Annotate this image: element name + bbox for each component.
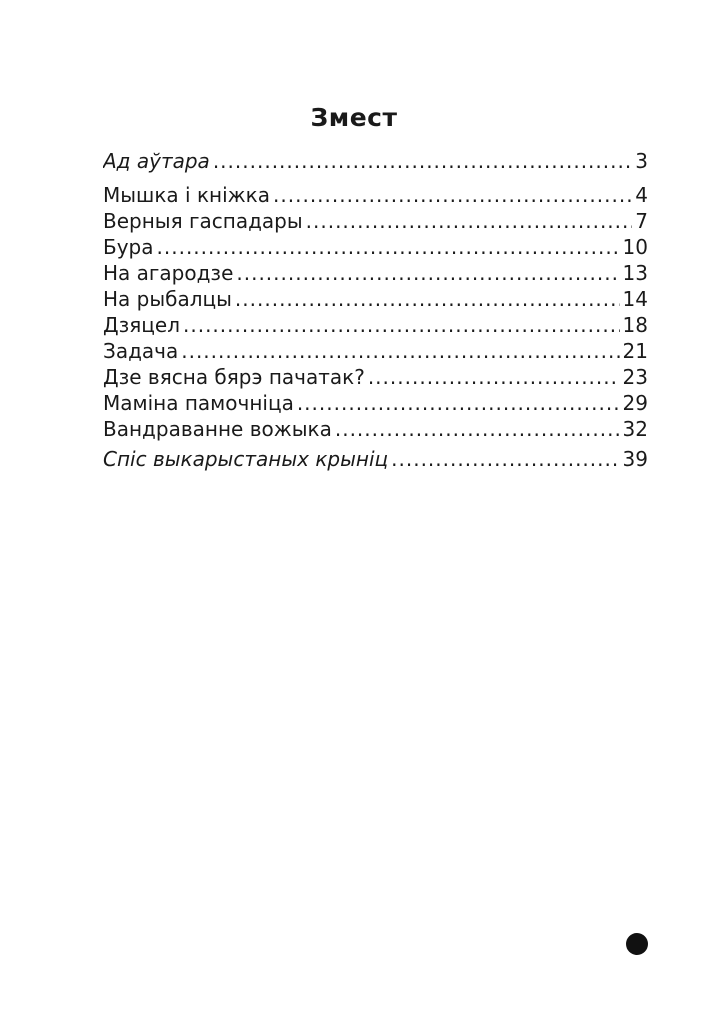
toc-dot-leader bbox=[236, 260, 619, 286]
toc-entry[interactable] bbox=[103, 364, 648, 390]
toc-entry[interactable] bbox=[103, 234, 648, 260]
toc-dot-leader bbox=[391, 446, 619, 472]
toc-dot-leader bbox=[213, 148, 632, 174]
toc-entry-page: 21 bbox=[622, 339, 648, 363]
toc-dot-leader bbox=[273, 182, 632, 208]
toc-entry-page: 23 bbox=[622, 365, 648, 389]
toc-entry-label: Ад аўтара bbox=[103, 149, 210, 173]
toc-entry[interactable] bbox=[103, 416, 648, 442]
toc-entry-page: 18 bbox=[622, 313, 648, 337]
toc-dot-leader bbox=[183, 312, 620, 338]
toc-entry-label: Спіс выкарыстаных крыніц bbox=[103, 447, 389, 471]
toc-entry[interactable] bbox=[103, 148, 648, 174]
toc-entry-page: 39 bbox=[622, 447, 648, 471]
toc-entry-label: Задача bbox=[103, 339, 179, 363]
toc-entry[interactable] bbox=[103, 446, 648, 472]
toc-entry[interactable] bbox=[103, 390, 648, 416]
toc-entry-page: 10 bbox=[622, 235, 648, 259]
toc-dot-leader bbox=[306, 208, 633, 234]
toc-dot-leader bbox=[181, 338, 619, 364]
table-of-contents bbox=[103, 148, 648, 472]
toc-entry-page: 7 bbox=[635, 209, 648, 233]
toc-dot-leader bbox=[335, 416, 620, 442]
toc-entry-label: Мышка і кніжка bbox=[103, 183, 271, 207]
page-marker-dot bbox=[626, 933, 648, 955]
toc-dot-leader bbox=[157, 234, 620, 260]
toc-entry-label: Дзе вясна бярэ пачатак? bbox=[103, 365, 365, 389]
page-title: Змест bbox=[310, 103, 398, 132]
toc-entry-label: На агародзе bbox=[103, 261, 234, 285]
toc-entry[interactable] bbox=[103, 286, 648, 312]
toc-entry-label: Дзяцел bbox=[103, 313, 180, 337]
toc-entry-page: 13 bbox=[622, 261, 648, 285]
toc-entry-page: 14 bbox=[622, 287, 648, 311]
toc-entry-label: Вандраванне вожыка bbox=[103, 417, 332, 441]
toc-dot-leader bbox=[368, 364, 620, 390]
toc-entry-page: 4 bbox=[635, 183, 648, 207]
toc-entry[interactable] bbox=[103, 208, 648, 234]
toc-dot-leader bbox=[297, 390, 620, 416]
toc-entry[interactable] bbox=[103, 260, 648, 286]
toc-entry-page: 32 bbox=[622, 417, 648, 441]
toc-entry-label: Верныя гаспадары bbox=[103, 209, 303, 233]
toc-entry[interactable] bbox=[103, 312, 648, 338]
toc-entry[interactable] bbox=[103, 338, 648, 364]
toc-entry-label: Маміна памочніца bbox=[103, 391, 294, 415]
toc-entry[interactable] bbox=[103, 182, 648, 208]
toc-dot-leader bbox=[235, 286, 620, 312]
toc-entry-page: 3 bbox=[635, 149, 648, 173]
toc-entry-page: 29 bbox=[622, 391, 648, 415]
toc-entry-label: Бура bbox=[103, 235, 154, 259]
toc-entry-label: На рыбалцы bbox=[103, 287, 232, 311]
